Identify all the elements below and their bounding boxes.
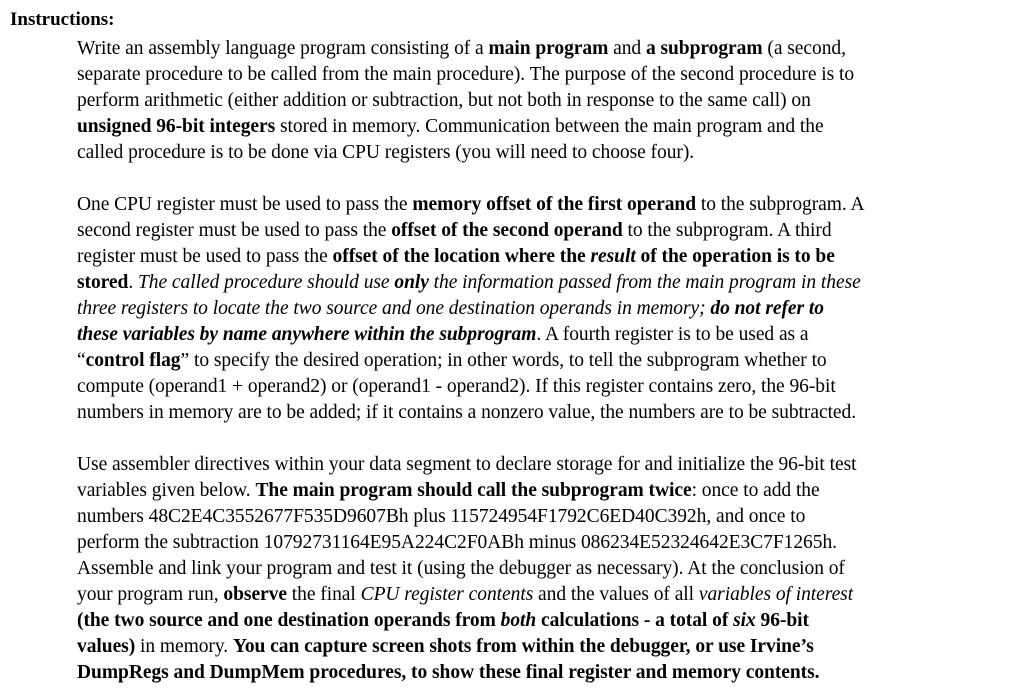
text-run: six	[733, 610, 756, 631]
text-run: The main program should call the subprogram twice	[255, 480, 692, 501]
text-run: the information passed from the main program in these	[428, 272, 861, 293]
text-line	[77, 348, 1017, 374]
text-run: of the operation is to be	[635, 246, 835, 267]
text-line	[77, 140, 1017, 166]
text-line	[77, 582, 1017, 608]
text-run: memory offset of the first operand	[412, 194, 697, 215]
text-run: perform the subtraction 10792731164E95A224C2F0ABh minus 086234E52324642E3C7F1265h.	[77, 532, 837, 553]
text-run: : once to add the	[691, 480, 820, 501]
text-line	[77, 634, 1017, 660]
text-run: and the values of all	[533, 584, 699, 605]
text-run: . A fourth register is to be used as a	[536, 324, 809, 345]
text-run: in memory.	[135, 636, 233, 657]
text-run: stored in memory. Communication between the main program and the	[275, 116, 824, 137]
text-line	[77, 322, 1017, 348]
text-run: your program run,	[77, 584, 224, 605]
text-run: offset of the location where the	[332, 246, 591, 267]
text-line	[77, 660, 1017, 686]
text-run: unsigned 96-bit integers	[77, 116, 276, 137]
text-run: compute (operand1 + operand2) or (operand1 - operand2). If this register contains zero, the 96-bit	[77, 376, 836, 397]
text-run: result	[590, 246, 636, 267]
text-run: calculations - a total of	[536, 610, 734, 631]
text-line	[77, 452, 1017, 478]
text-run: three registers to locate the two source and one destination operands in memory;	[77, 298, 711, 319]
text-line	[77, 530, 1017, 556]
text-run: “	[77, 350, 86, 371]
text-run: 96-bit	[755, 610, 809, 631]
text-run: CPU register contents	[360, 584, 534, 605]
paragraph-registers	[77, 192, 1017, 426]
text-run: ” to specify the desired operation; in other words, to tell the subprogram whether to	[180, 350, 827, 371]
text-line	[77, 556, 1017, 582]
text-run: to the subprogram. A	[696, 194, 865, 215]
text-line	[77, 478, 1017, 504]
text-run: Assemble and link your program and test it (using the debugger as necessary). At the conclusion of	[77, 558, 845, 579]
text-run: Write an assembly language program consisting of a	[77, 38, 489, 59]
text-run: only	[394, 272, 429, 293]
text-line	[77, 270, 1017, 296]
text-run: numbers 48C2E4C3552677F535D9607Bh plus 115724954F1792C6ED40C392h, and once to	[77, 506, 806, 527]
text-run: perform arithmetic (either addition or subtraction, but not both in response to the same call) on	[77, 90, 811, 111]
text-run: values)	[77, 636, 136, 657]
text-run: do not refer to	[710, 298, 824, 319]
text-line	[77, 36, 1017, 62]
text-line	[77, 374, 1017, 400]
text-run: register must be used to pass the	[77, 246, 333, 267]
text-run: second register must be used to pass the	[77, 220, 392, 241]
text-run: One CPU register must be used to pass the	[77, 194, 413, 215]
text-run: You can capture screen shots from within the debugger, or use Irvine’s	[232, 636, 814, 657]
text-run: both	[500, 610, 537, 631]
text-run: variables given below.	[77, 480, 256, 501]
instructions-heading: Instructions:	[10, 9, 115, 30]
text-line	[77, 400, 1017, 426]
text-line	[77, 88, 1017, 114]
text-line	[77, 114, 1017, 140]
text-run: the final	[286, 584, 361, 605]
text-run: (the two source and one destination operands from	[77, 610, 501, 631]
text-run: these variables by name anywhere within the subprogram	[77, 324, 537, 345]
text-line	[77, 608, 1017, 634]
text-run: to the subprogram. A third	[622, 220, 832, 241]
text-run: The called procedure should use	[138, 272, 395, 293]
text-run: separate procedure to be called from the main procedure). The purpose of the second procedure is to	[77, 64, 855, 85]
paragraph-overview	[77, 36, 1017, 166]
text-run: a subprogram	[645, 38, 763, 59]
text-line	[77, 244, 1017, 270]
text-run: offset of the second operand	[391, 220, 623, 241]
text-run: control flag	[85, 350, 181, 371]
text-line	[77, 62, 1017, 88]
text-line	[77, 192, 1017, 218]
text-run: (a second,	[762, 38, 846, 59]
text-run: Use assembler directives within your data segment to declare storage for and initialize the 96-bit test	[77, 454, 857, 475]
text-run: and	[608, 38, 646, 59]
text-line	[77, 504, 1017, 530]
text-run: observe	[223, 584, 287, 605]
text-line	[77, 218, 1017, 244]
text-run: .	[128, 272, 138, 293]
text-run: variables of interest	[698, 584, 854, 605]
text-run: main program	[488, 38, 609, 59]
text-line	[77, 296, 1017, 322]
paragraph-test-data	[77, 452, 1017, 686]
text-run: stored	[77, 272, 129, 293]
text-run: numbers in memory are to be added; if it contains a nonzero value, the numbers are to be subtracted.	[77, 402, 857, 423]
text-run: called procedure is to be done via CPU registers (you will need to choose four).	[77, 142, 695, 163]
text-run: DumpRegs and DumpMem procedures, to show these final register and memory contents.	[77, 662, 820, 683]
